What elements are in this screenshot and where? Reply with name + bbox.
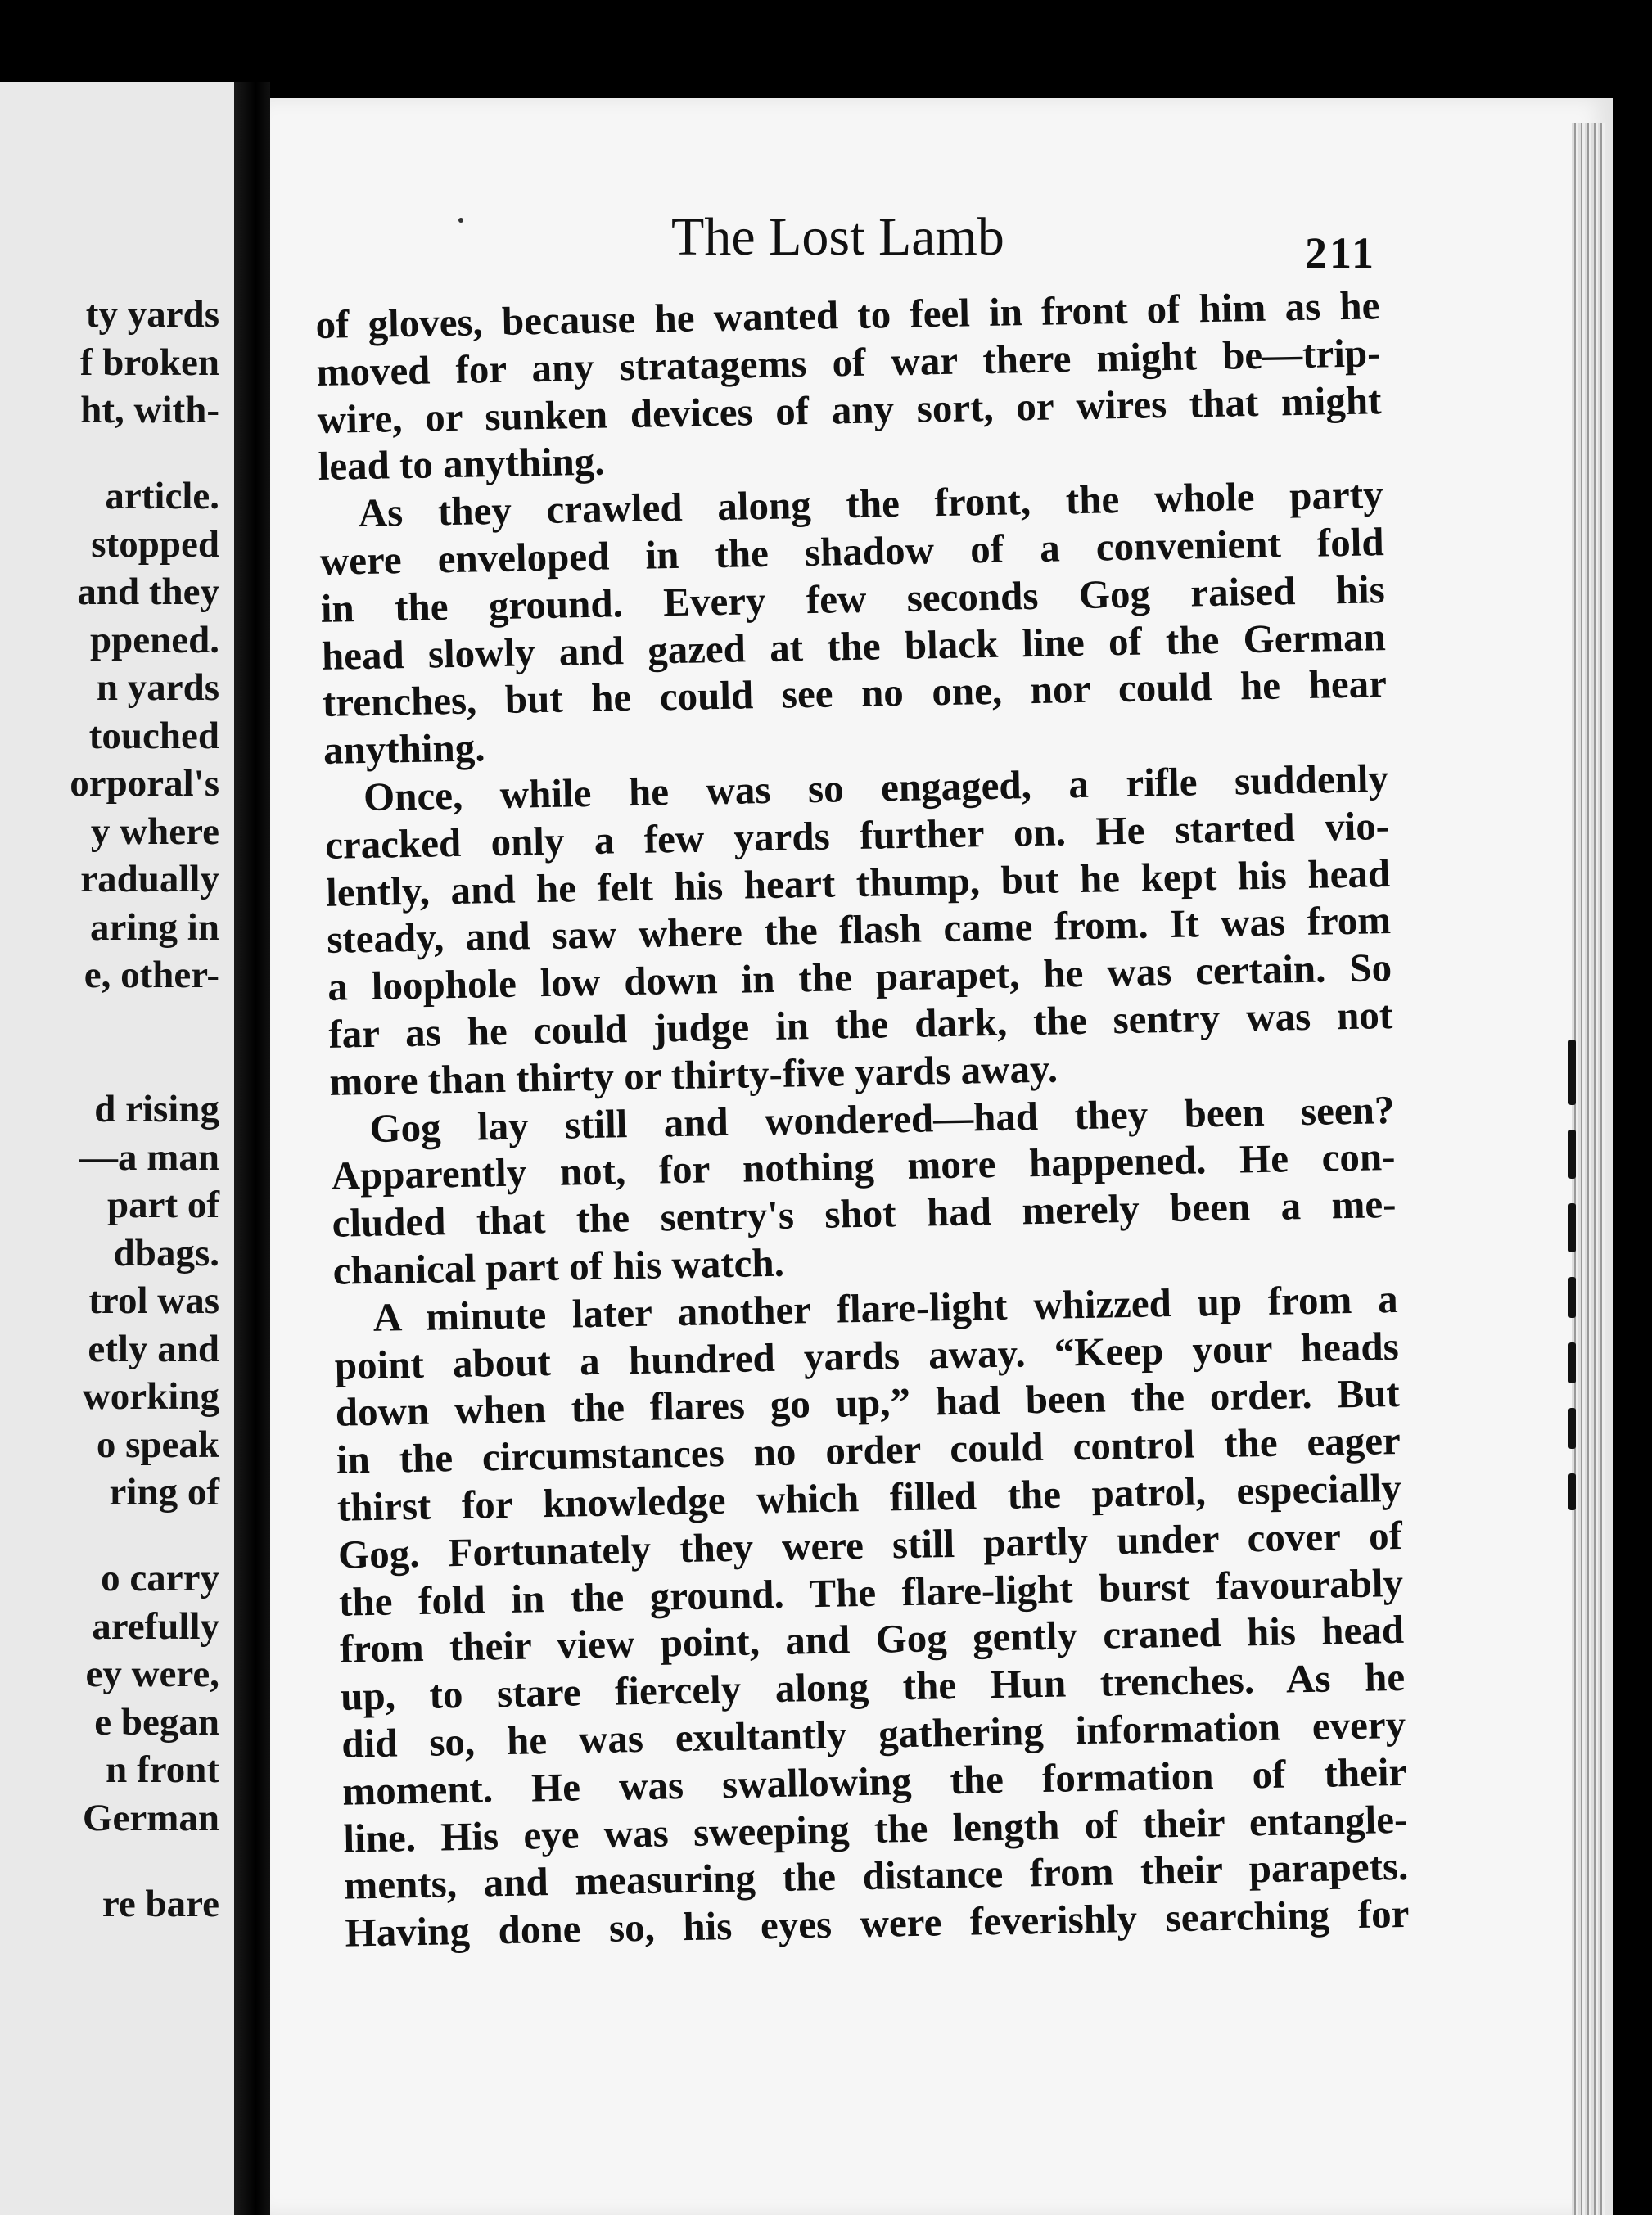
left-page-line: German — [82, 1796, 219, 1839]
text-line: ments, and measuring the distance from their parapets. — [343, 1843, 1409, 1908]
text-line: anything. — [323, 724, 485, 774]
text-line: far as he could judge in the dark, the sentry was not — [327, 991, 1393, 1057]
running-head: The Lost Lamb — [671, 207, 1004, 267]
left-page-line: ey were, — [85, 1653, 219, 1696]
text-line: a loophole low down in the parapet, he was certain. So — [327, 945, 1392, 1010]
left-page-line: etly and — [88, 1327, 219, 1370]
edge-mark — [1568, 1277, 1576, 1318]
text-line: trenches, but he could see no one, nor could he hear — [322, 661, 1388, 726]
left-page-line: and they — [77, 571, 219, 614]
left-page-line: ppened. — [89, 618, 219, 661]
text-line: Gog. Fortunately they were still partly under cover of — [337, 1512, 1403, 1577]
text-line: the fold in the ground. The flare-light burst favourably — [338, 1559, 1404, 1625]
text-line: steady, and saw where the flash came from. It was from — [326, 897, 1392, 963]
left-page-line: arefully — [92, 1604, 219, 1648]
left-page-line: touched — [88, 714, 219, 757]
left-page-line: re bare — [102, 1883, 219, 1926]
left-page-line: aring in — [89, 905, 219, 949]
page-edge — [1572, 123, 1605, 2215]
left-page-line: o carry — [101, 1557, 219, 1600]
text-line: were enveloped in the shadow of a convenient fold — [319, 519, 1385, 584]
text-line: down when the flares go up,” had been the order. But — [335, 1370, 1401, 1436]
text-line: Having done so, his eyes were feverishly searching for — [345, 1890, 1410, 1956]
edge-mark — [1568, 1203, 1576, 1252]
edge-mark — [1568, 1342, 1576, 1383]
text-line: of gloves, because he wanted to feel in front of him as he — [315, 282, 1380, 347]
text-line: moment. He was swallowing the formation of their — [341, 1748, 1407, 1814]
text-line: lead to anything. — [318, 438, 606, 489]
left-page-line: working — [82, 1375, 219, 1419]
left-page-line: o speak — [96, 1423, 219, 1466]
left-page-line: —a man — [79, 1135, 219, 1179]
left-page-line: ht, with- — [80, 389, 219, 431]
text-line: Once, while he was so engaged, a rifle suddenly — [363, 756, 1389, 819]
text-line: in the ground. Every few seconds Gog raised his — [320, 566, 1386, 631]
edge-mark — [1568, 1408, 1576, 1449]
body-text — [315, 282, 1410, 1956]
edge-mark — [1568, 1130, 1576, 1179]
page-number: 211 — [1305, 228, 1377, 277]
text-line: head slowly and gazed at the black line of the German — [321, 613, 1387, 679]
text-line: A minute later another flare-light whizzed up from a — [372, 1275, 1399, 1340]
left-page — [0, 82, 234, 2215]
left-page-line: e, other- — [84, 954, 219, 997]
book-gutter — [234, 82, 270, 2215]
edge-mark — [1568, 1040, 1576, 1105]
text-line: up, to stare fiercely along the Hun trenches. As he — [340, 1654, 1406, 1719]
text-line: wire, or sunken devices of any sort, or wires that might — [317, 377, 1382, 442]
edge-mark — [1568, 1473, 1576, 1510]
left-page-line: n yards — [96, 666, 219, 710]
left-page-line: n front — [106, 1748, 219, 1792]
text-line: lently, and he felt his heart thump, but he kept his head — [325, 850, 1391, 915]
text-line: in the circumstances no order could control the eager — [336, 1418, 1401, 1482]
left-page-line: orporal's — [70, 762, 219, 805]
left-page-line: trol was — [88, 1279, 219, 1323]
left-page-line: dbags. — [113, 1231, 219, 1274]
speck — [458, 218, 463, 223]
text-line: thirst for knowledge which filled the patrol, especially — [336, 1464, 1402, 1530]
left-page-line: stopped — [91, 522, 219, 566]
left-page-line: d rising — [94, 1088, 219, 1131]
text-line: As they crawled along the front, the whole party — [358, 471, 1384, 536]
left-page-line: e began — [94, 1700, 219, 1744]
text-line: cracked only a few yards further on. He started vio- — [324, 802, 1390, 868]
left-page-line: f broken — [79, 341, 219, 384]
left-page-line: part of — [106, 1184, 219, 1227]
text-line: line. His eye was sweeping the length of their entangle- — [342, 1796, 1408, 1861]
text-line: more than thirty or thirty-five yards away. — [328, 1045, 1058, 1104]
left-page-line: radually — [80, 858, 219, 901]
text-line: point about a hundred yards away. “Keep your heads — [334, 1323, 1400, 1388]
text-line: moved for any stratagems of war there might be—trip- — [316, 329, 1381, 395]
text-line: Apparently not, for nothing more happened. He con- — [331, 1134, 1396, 1199]
left-page-line: article. — [105, 475, 219, 518]
left-page-line: ty yards — [85, 293, 219, 336]
text-line: from their view point, and Gog gently craned his head — [339, 1607, 1405, 1672]
left-page-line: ring of — [109, 1471, 219, 1514]
text-line: chanical part of his watch. — [332, 1239, 785, 1293]
text-line: Gog lay still and wondered—had they been seen? — [369, 1086, 1395, 1151]
left-page-line: y where — [90, 810, 219, 853]
text-line: cluded that the sentry's shot had merely been a me- — [332, 1181, 1397, 1246]
text-line: did so, he was exultantly gathering information every — [341, 1701, 1406, 1766]
